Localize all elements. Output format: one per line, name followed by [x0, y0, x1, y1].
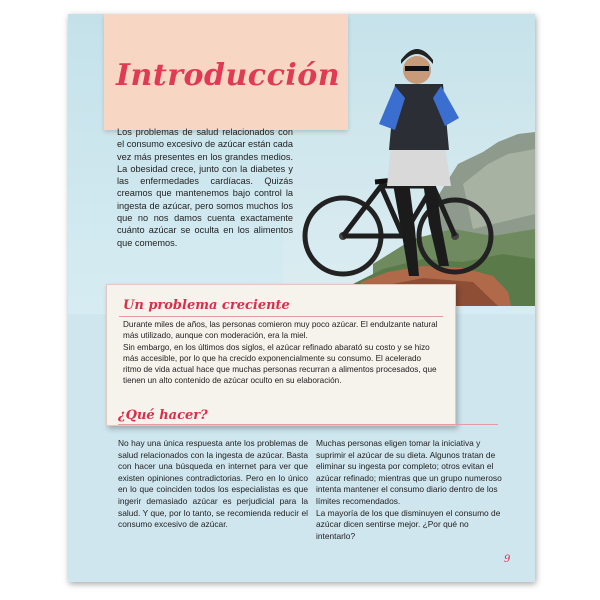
que-hacer-left-column: No hay una única respuesta ante los problemas de salud relacionados con la ingesta de azúcar. Basta con hacer una búsqueda en internet para ver que existen opiniones contradictorias. Pero en lo único en lo que coinciden todos los especialistas es que ingerir demasiado azúcar es perjudicial para la salud. Y que, por lo tanto, se recomienda reducir el consumo excesivo de azúcar.: [118, 438, 308, 530]
title-box: [104, 14, 348, 130]
que-hacer-right-paragraph-2: La mayoría de los que disminuyen el consumo de azúcar dicen sentirse mejor. ¿Por qué no intentarlo?: [316, 507, 501, 541]
page-number: 9: [504, 554, 511, 565]
problem-heading-underline: [119, 316, 443, 317]
que-hacer-right-paragraph-1: Muchas personas eligen tomar la iniciativa y suprimir el azúcar de su dieta. Algunos tratan de eliminar su ingesta por completo; otros evitan el azúcar refinado; mientras que un grupo numeroso intenta mantener el consumo diario dentro de los límites recomendados.: [316, 438, 502, 506]
que-hacer-right-column: [316, 438, 502, 542]
page-title: Introducción: [116, 58, 341, 93]
que-hacer-heading: ¿Qué hacer?: [118, 408, 208, 423]
book-page: [68, 14, 535, 582]
problem-paragraph-1: Durante miles de años, las personas comieron muy poco azúcar. El endulzante natural más utilizado, aunque con moderación, era la miel.: [123, 320, 438, 340]
problem-paragraph-2: Sin embargo, en los últimos dos siglos, el azúcar refinado abarató su costo y se hizo más accesible, por lo que ha crecido exponencialmente su consumo. El acelerado ritmo de vida actual hace que muchas personas recurran a alimentos procesados, que tienen un alto contenido de azúcar oculto en su elaboración.: [123, 343, 437, 385]
problem-heading: Un problema creciente: [123, 298, 290, 313]
problem-text: [123, 319, 441, 387]
intro-paragraph: Los problemas de salud relacionados con el consumo excesivo de azúcar están cada vez más presentes en los grandes medios. La obesidad crece, junto con la diabetes y las enfermedades cardíacas. Quizás creamos que mantenemos bajo control la ingesta de azúcar, pero somos muchos los que no nos damos cuenta exactamente cuánto azúcar se oculta en los alimentos que comemos.: [117, 127, 293, 248]
problem-box: [106, 284, 456, 426]
que-hacer-underline: [118, 424, 498, 425]
